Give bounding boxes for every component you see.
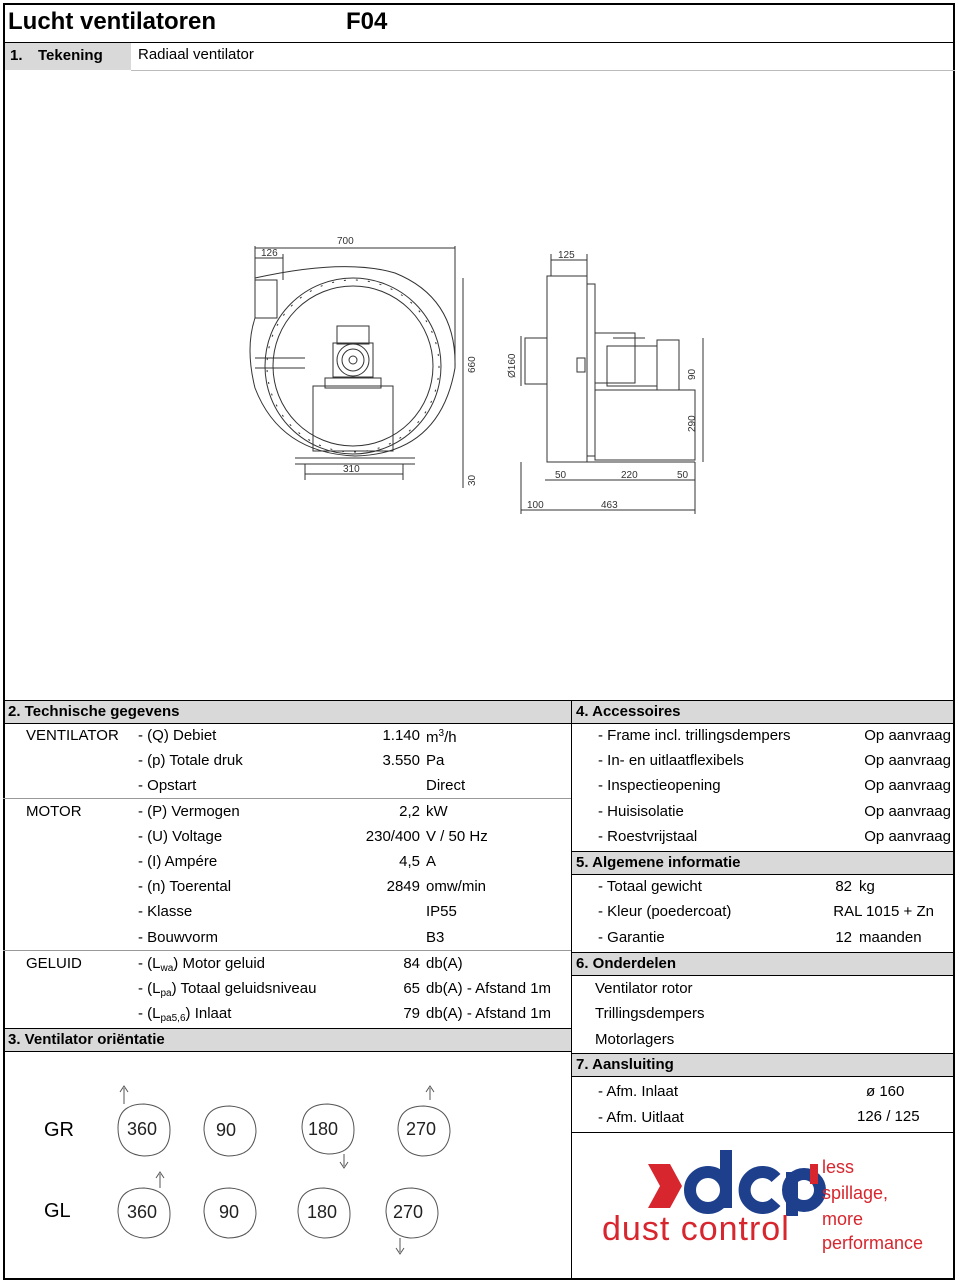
tech-label: - (Q) Debiet [138,727,217,744]
brand-tagline-3: more [822,1209,864,1229]
general-label: - Garantie [598,929,665,946]
group-ventilator: VENTILATOR [26,727,119,744]
part-item: Trillingsdempers [595,1005,705,1022]
tech-value: 79 [403,1005,420,1022]
group-motor: MOTOR [26,803,82,820]
general-unit: kg [859,878,875,895]
accessory-label: - Frame incl. trillingsdempers [598,727,791,744]
tech-label: - $(L_{pa})$ Totaal geluidsniveau [138,980,317,999]
dim-125: 125 [558,250,575,261]
tech-unit: omw/min [426,878,487,895]
group-geluid: GELUID [26,955,82,972]
tech-label: - (U) Voltage [138,828,223,845]
tech-value: 2849 [386,878,420,895]
dim-463: 463 [601,500,618,511]
tech-label: - (I) Ampére [138,853,218,870]
general-value: RAL 1015 + Zn [833,903,934,920]
orientation-gl-180: 180 [307,1202,338,1222]
tech-value: 1.140 [382,727,420,744]
fan-technical-drawing [225,218,745,536]
brand-dust-control: dust control [602,1210,790,1248]
general-value: 82 [835,878,852,895]
dust-control-logo [600,1142,940,1272]
orientation-gr-360: 360 [127,1119,158,1139]
orientation-code-gl: GL [44,1200,71,1222]
dim-100: 100 [527,500,544,511]
orientation-code-gr: GR [44,1119,74,1141]
tech-value: 2,2 [399,803,420,820]
general-value: 12 [835,929,852,946]
accessory-value: Op aanvraag [864,803,951,820]
dim-700: 700 [337,236,354,247]
tech-label: - (p) Totale druk [138,752,243,769]
dim-660: 660 [467,356,478,373]
dim-126: 126 [261,248,278,259]
dim-diameter-160: Ø160 [507,353,518,378]
dim-90: 90 [687,368,698,380]
orientation-gr-90: 90 [216,1120,237,1140]
dim-290: 290 [687,415,698,432]
accessories-section-title: 4. Accessoires [576,703,681,720]
section-label: Tekening [38,47,103,64]
connection-label: - Afm. Uitlaat [598,1109,684,1126]
connection-label: - Afm. Inlaat [598,1083,679,1100]
orientation-gl-360: 360 [127,1202,158,1222]
tech-label: - (P) Vermogen [138,803,240,820]
dim-50-b: 50 [677,470,689,481]
orientation-diagram [100,1078,480,1258]
accessory-label: - In- en uitlaatflexibels [598,752,744,769]
accessory-label: - Roestvrijstaal [598,828,698,845]
dim-310: 310 [343,464,360,475]
accessory-label: - Inspectieopening [598,777,721,794]
orientation-gr-180: 180 [308,1119,339,1139]
parts-section-title: 6. Onderdelen [576,955,677,972]
tech-value: 65 [403,980,420,997]
connection-value: ø 160 [866,1083,905,1100]
general-unit: maanden [859,929,922,946]
tech-unit: V / 50 Hz [426,828,488,845]
tech-label: - Opstart [138,777,197,794]
brand-tagline-2: spillage, [822,1183,889,1203]
tech-section-title: 2. Technische gegevens [8,703,180,720]
tech-label: - $(L_{wa})$ Motor geluid [138,955,266,974]
accessory-value: Op aanvraag [864,752,951,769]
dim-30: 30 [467,474,478,486]
general-label: - Totaal gewicht [598,878,702,895]
tech-label: - $(L_{pa5,6})$ Inlaat [138,1005,232,1024]
part-item: Ventilator rotor [595,980,693,997]
tech-label: - (n) Toerental [138,878,232,895]
tech-unit: Direct [426,777,466,794]
connection-value: 126 / 125 [857,1108,920,1125]
tech-value: 3.550 [382,752,420,769]
section-subtitle: Radiaal ventilator [138,46,254,63]
orientation-gr-270: 270 [406,1119,437,1139]
part-item: Motorlagers [595,1031,675,1048]
brand-tagline-4: performance [822,1233,924,1253]
tech-unit: $m^3/h$ [426,728,457,746]
accessory-value: Op aanvraag [864,727,951,744]
tech-unit: B3 [426,929,445,946]
tech-value: 84 [403,955,420,972]
tech-unit: kW [426,803,448,820]
general-label: - Kleur (poedercoat) [598,903,732,920]
tech-value: 4,5 [399,853,420,870]
accessory-value: Op aanvraag [864,777,951,794]
tech-unit: Pa [426,752,445,769]
dim-50-a: 50 [555,470,567,481]
tech-unit: IP55 [426,903,457,920]
accessory-label: - Huisisolatie [598,803,684,820]
tech-label: - Bouwvorm [138,929,219,946]
tech-label: - Klasse [138,903,193,920]
tech-unit: A [426,853,437,870]
connection-section-title: 7. Aansluiting [576,1056,674,1073]
dim-220: 220 [621,470,638,481]
orientation-gl-90: 90 [219,1202,240,1222]
page-title: Lucht ventilatoren [8,8,217,35]
section-number: 1. [10,47,23,64]
tech-unit: db(A) [426,955,463,972]
brand-tagline-1: less [822,1157,855,1177]
tech-unit: db(A) - Afstand 1m [426,1005,552,1022]
tech-value: 230/400 [365,828,420,845]
general-section-title: 5. Algemene informatie [576,854,741,871]
accessory-value: Op aanvraag [864,828,951,845]
orientation-gl-270: 270 [393,1202,424,1222]
product-code: F04 [346,8,388,35]
orientation-section-title: 3. Ventilator oriëntatie [8,1031,165,1048]
tech-unit: db(A) - Afstand 1m [426,980,552,997]
